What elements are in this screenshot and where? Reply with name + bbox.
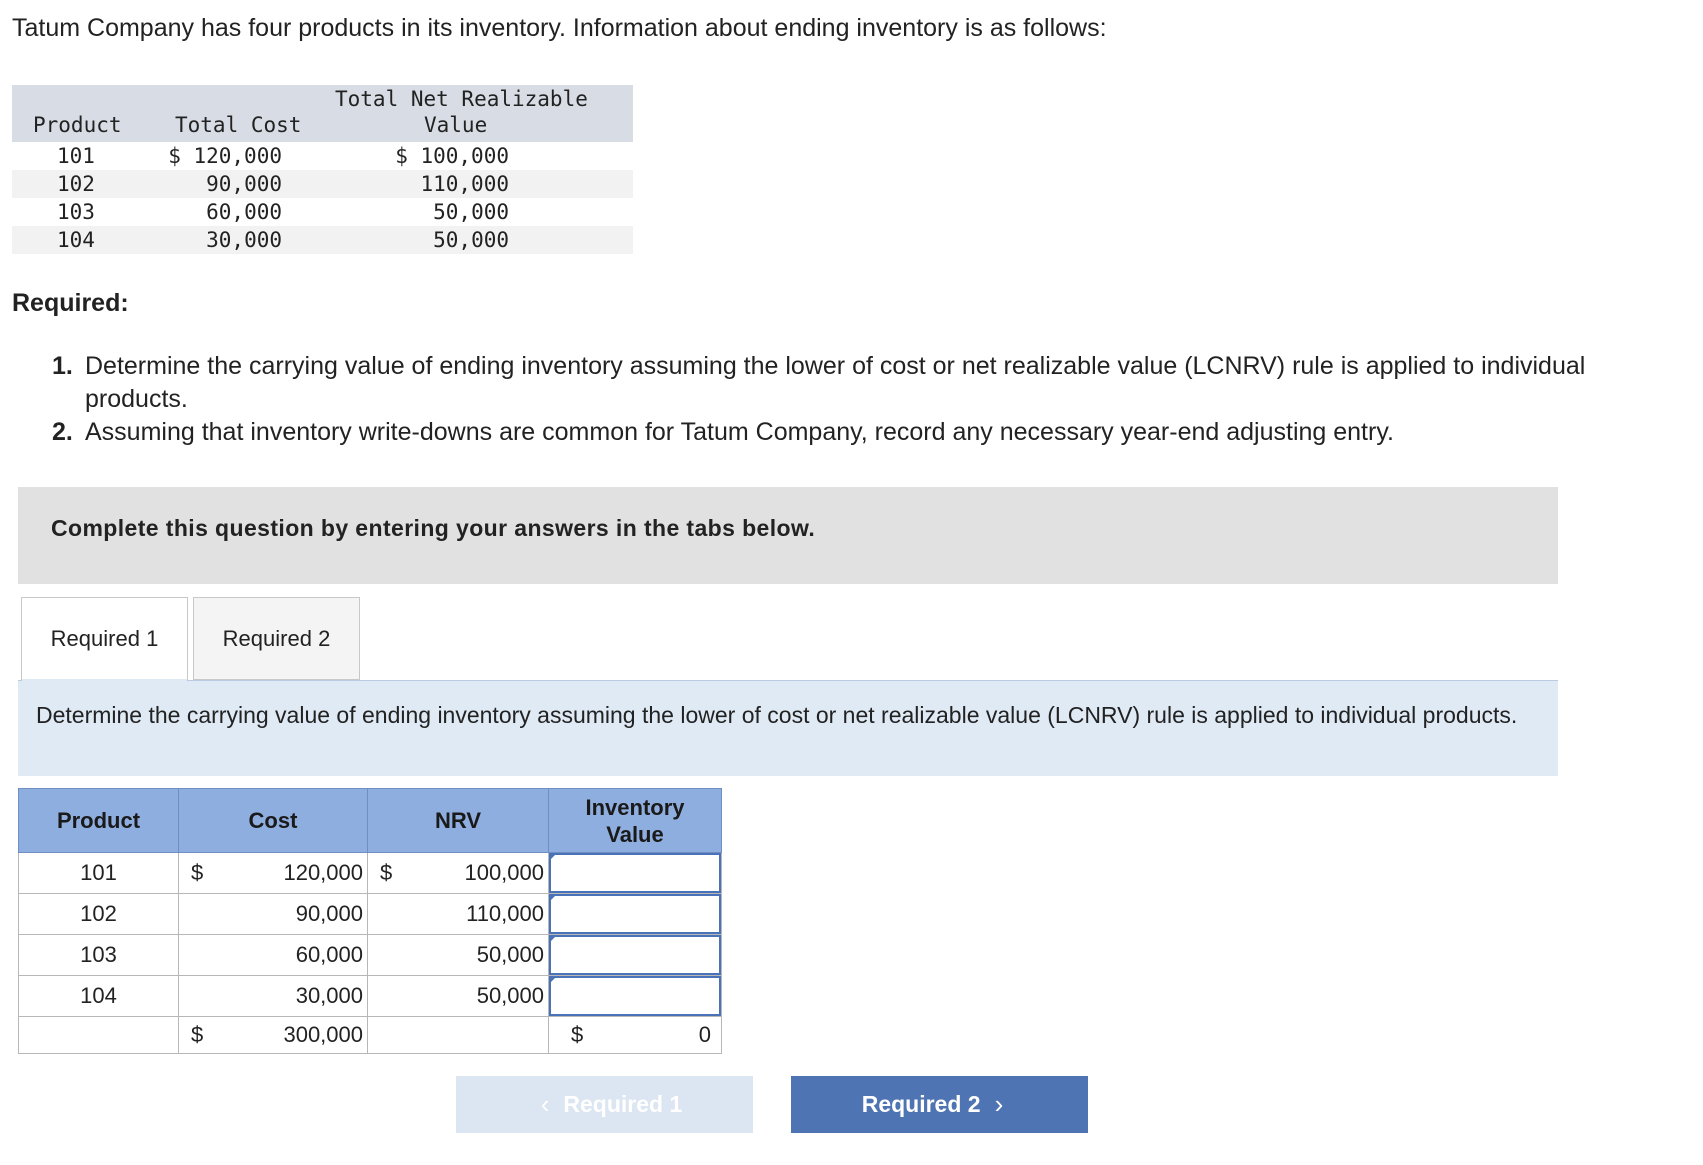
total-cost-currency: $: [179, 1017, 218, 1054]
required-heading: Required:: [12, 289, 129, 317]
given-nrv: 50,000: [433, 200, 509, 224]
given-header-nrv-line2: Value: [424, 113, 488, 137]
inventory-value-cell: [549, 894, 722, 935]
product-cell: 104: [19, 976, 179, 1017]
instructions-banner: [18, 487, 1558, 584]
given-product: 103: [57, 200, 95, 224]
table-row: [19, 853, 722, 894]
given-nrv: 50,000: [433, 228, 509, 252]
required-item-1: [52, 350, 1682, 416]
inventory-value-cell: [549, 976, 722, 1017]
nrv-cell: 100,000: [406, 853, 549, 894]
input-flag-icon: [549, 853, 557, 861]
cost-cell: 60,000: [217, 935, 368, 976]
given-row: [12, 170, 633, 198]
cost-cell: 90,000: [217, 894, 368, 935]
answer-table-header: [19, 789, 722, 853]
given-product: 101: [57, 144, 95, 168]
given-header-product: Product: [33, 113, 122, 137]
given-cost: $ 120,000: [168, 144, 282, 168]
inventory-value-cell: [549, 935, 722, 976]
required-item-text: Assuming that inventory write-downs are common for Tatum Company, record any necessary year-end adjusting entry.: [85, 418, 1394, 446]
total-nrv-blank: [368, 1017, 549, 1054]
required-item-number: 2.: [52, 418, 73, 446]
product-cell: 103: [19, 935, 179, 976]
input-flag-icon: [549, 976, 557, 984]
header-nrv: NRV: [368, 789, 549, 853]
inventory-value-input[interactable]: [549, 976, 721, 1016]
inventory-value-cell: [549, 853, 722, 894]
inventory-value-input[interactable]: [549, 894, 721, 934]
header-inventory-value: [549, 789, 722, 853]
total-inventory-amount: 0: [698, 1022, 711, 1047]
required-item-text: Determine the carrying value of ending inventory assuming the lower of cost or net realizable value (LCNRV) rule is applied to individual products.: [85, 352, 1586, 413]
total-cost: 300,000: [217, 1017, 368, 1054]
given-nrv: $ 100,000: [395, 144, 509, 168]
table-row: [19, 894, 722, 935]
given-table-header: [12, 85, 633, 142]
chevron-right-icon: ›: [994, 1089, 1004, 1119]
cost-currency: $: [179, 853, 218, 894]
nrv-cell: 50,000: [406, 976, 549, 1017]
tab-instruction: Determine the carrying value of ending inventory assuming the lower of cost or net realizable value (LCNRV) rule is applied to individual products.: [18, 680, 1558, 776]
required-list: [52, 350, 1682, 449]
chevron-left-icon: ‹: [540, 1089, 550, 1119]
nrv-cell: 110,000: [406, 894, 549, 935]
given-header-total-cost: Total Cost: [175, 113, 302, 137]
given-product: 102: [57, 172, 95, 196]
inventory-value-input[interactable]: [549, 853, 721, 893]
header-product: Product: [19, 789, 179, 853]
tab-required-2[interactable]: Required 2: [193, 597, 360, 680]
product-cell: 102: [19, 894, 179, 935]
total-inventory-currency: $: [571, 1022, 584, 1047]
next-button-label: Required 2: [861, 1091, 981, 1117]
total-row: [19, 1017, 722, 1054]
given-row: [12, 226, 633, 254]
header-cost: Cost: [179, 789, 368, 853]
given-cost: 90,000: [206, 172, 282, 196]
nrv-currency: [368, 935, 407, 976]
nrv-currency: [368, 894, 407, 935]
answer-table: [18, 788, 722, 1054]
given-row: [12, 142, 633, 170]
given-cost: 60,000: [206, 200, 282, 224]
intro-text: Tatum Company has four products in its inventory. Information about ending inventory is as follows:: [12, 14, 1107, 42]
inventory-value-input[interactable]: [549, 935, 721, 975]
tab-required-1[interactable]: Required 1: [21, 597, 188, 680]
next-required-button[interactable]: [791, 1076, 1088, 1133]
given-nrv: 110,000: [420, 172, 509, 196]
input-flag-icon: [549, 935, 557, 943]
given-header-nrv-line1: Total Net Realizable: [335, 87, 588, 111]
required-item-2: [52, 416, 1682, 449]
given-cost: 30,000: [206, 228, 282, 252]
cost-currency: [179, 894, 218, 935]
input-flag-icon: [549, 894, 557, 902]
table-row: [19, 935, 722, 976]
cost-cell: 30,000: [217, 976, 368, 1017]
nrv-cell: 50,000: [406, 935, 549, 976]
given-product: 104: [57, 228, 95, 252]
nrv-currency: $: [368, 853, 407, 894]
nrv-currency: [368, 976, 407, 1017]
cost-cell: 120,000: [217, 853, 368, 894]
prev-button-label: Required 1: [563, 1091, 683, 1117]
product-cell: 101: [19, 853, 179, 894]
total-label-cell: [19, 1017, 179, 1054]
required-item-number: 1.: [52, 352, 73, 380]
given-row: [12, 198, 633, 226]
header-inventory-line1: Inventory: [585, 794, 685, 820]
total-inventory-value: [549, 1017, 722, 1054]
table-row: [19, 976, 722, 1017]
cost-currency: [179, 976, 218, 1017]
active-tab-connector: [22, 679, 187, 682]
prev-required-button[interactable]: [456, 1076, 753, 1133]
header-inventory-line2: Value: [606, 821, 664, 847]
cost-currency: [179, 935, 218, 976]
banner-text: Complete this question by entering your answers in the tabs below.: [51, 515, 816, 541]
given-inventory-table: [12, 85, 633, 254]
